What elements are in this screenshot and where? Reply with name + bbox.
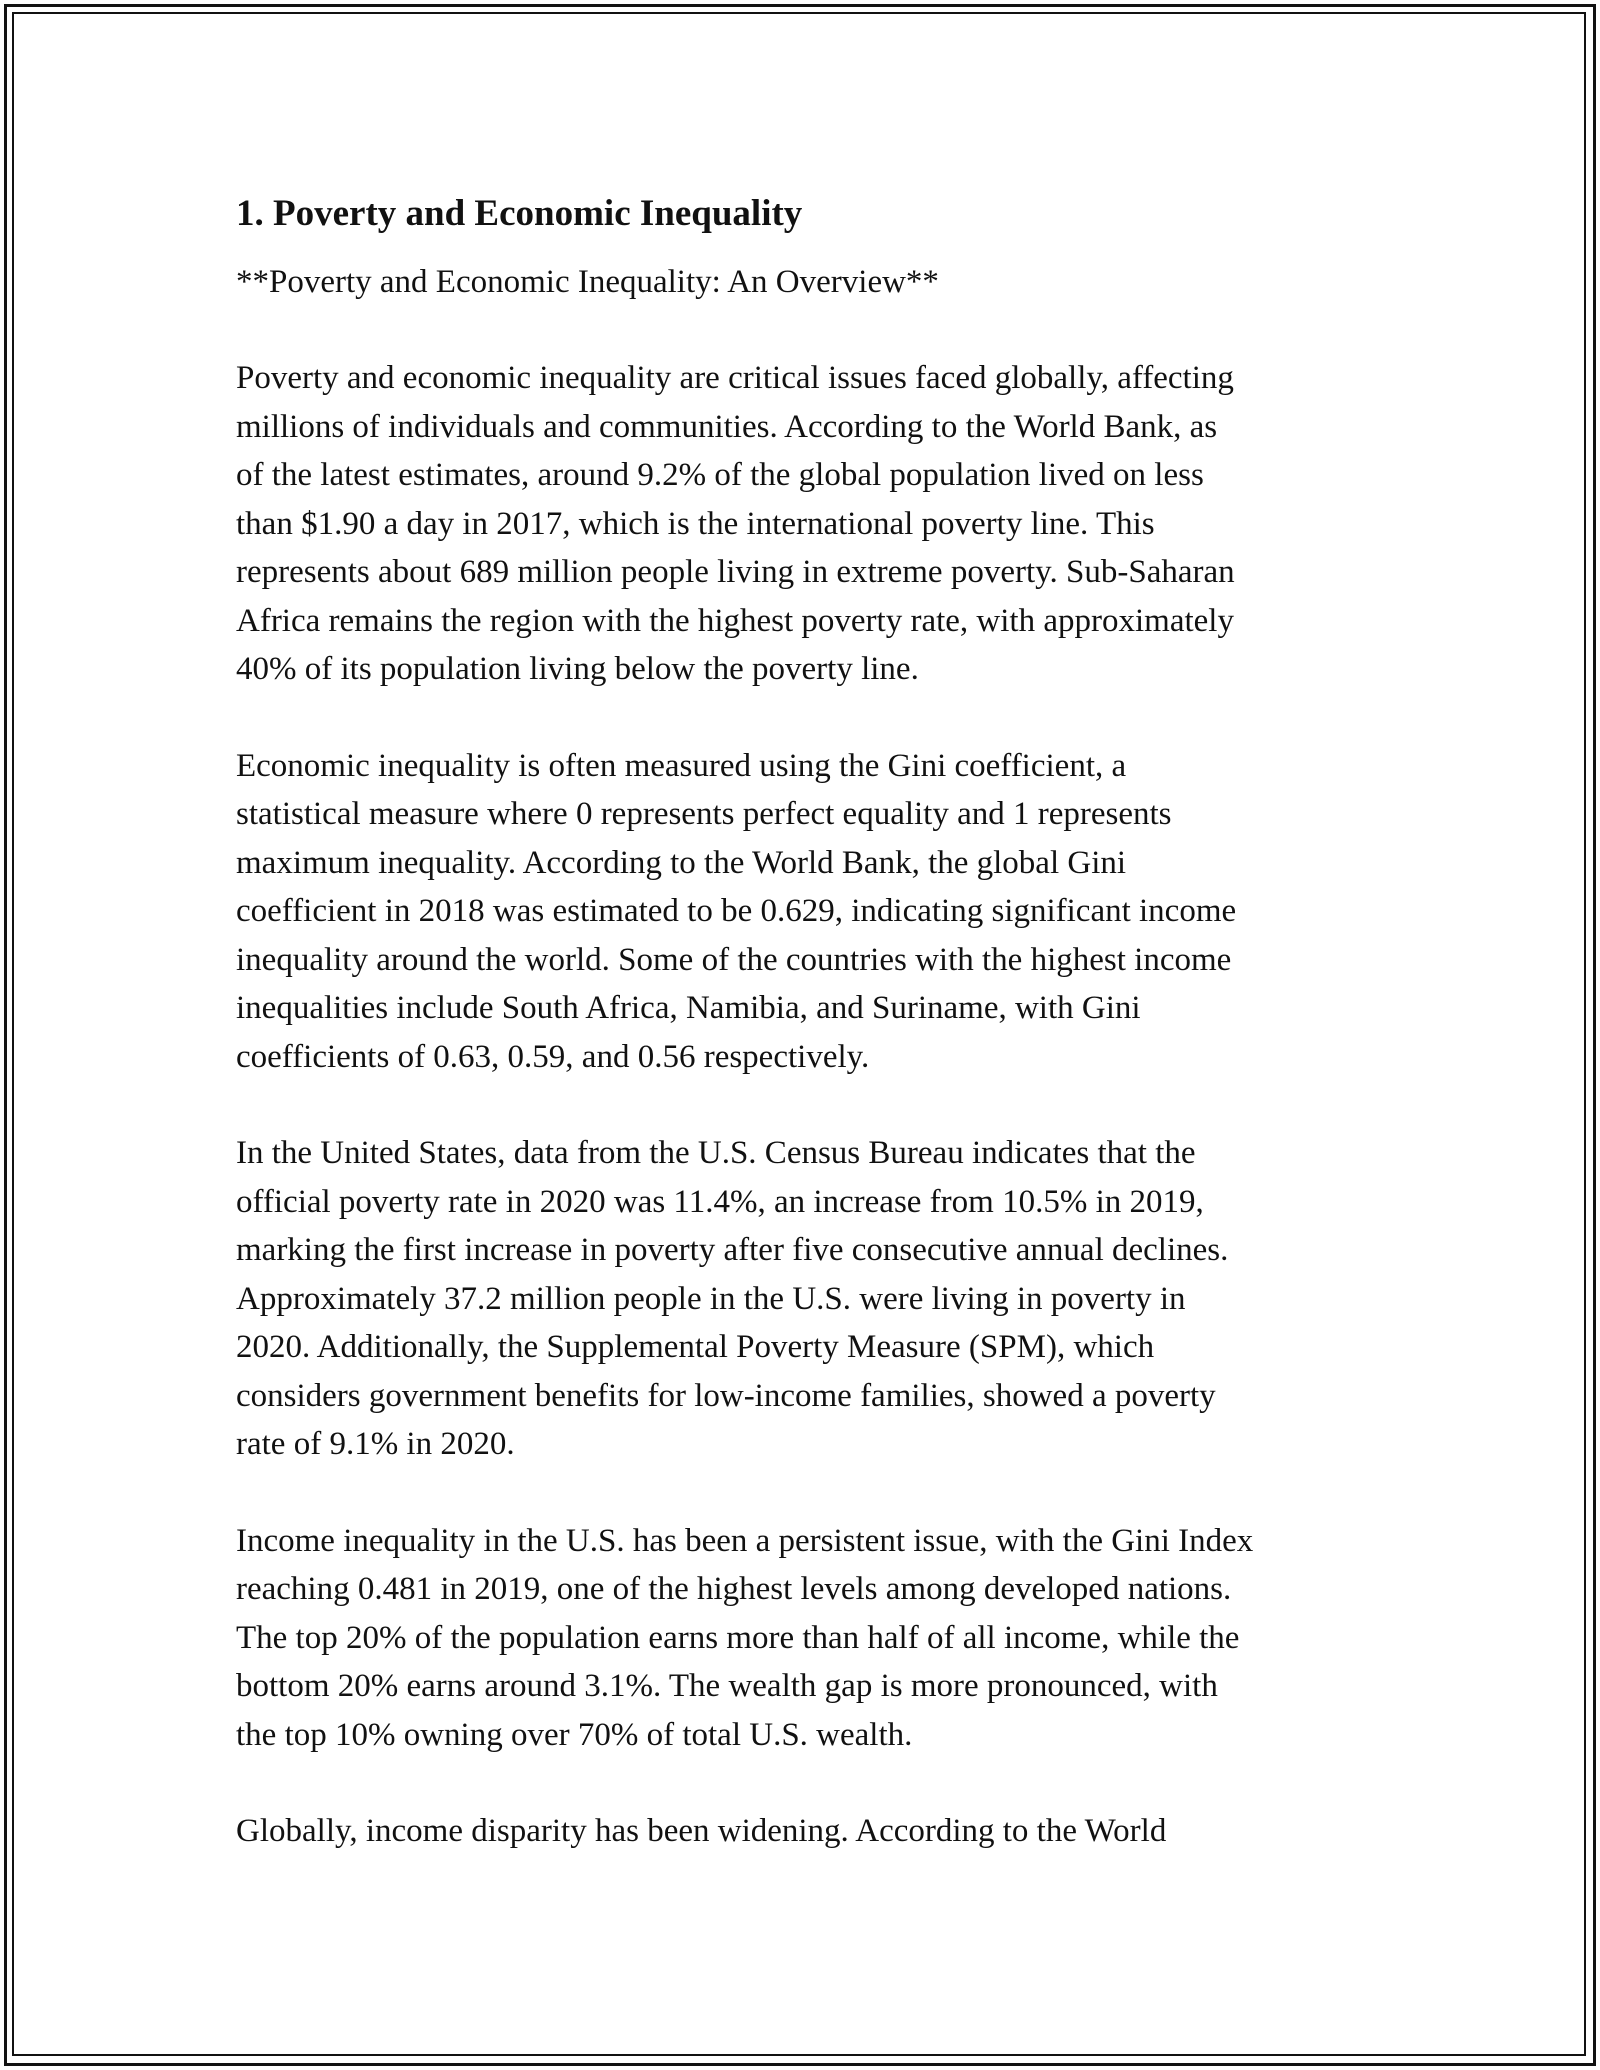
- paragraph-list: [236, 354, 1376, 1856]
- paragraph-line: maximum inequality. According to the World Bank, the global Gini: [236, 844, 1127, 881]
- paragraph-line: than $1.90 a day in 2017, which is the international poverty line. This: [236, 505, 1155, 542]
- paragraph-line: statistical measure where 0 represents perfect equality and 1 represents: [236, 796, 1172, 832]
- paragraph-line: considers government benefits for low-income families, showed a poverty: [236, 1377, 1216, 1414]
- paragraph-line: the top 10% owning over 70% of total U.S. wealth.: [236, 1716, 913, 1753]
- paragraph-line: marking the first increase in poverty after five consecutive annual declines.: [236, 1232, 1229, 1268]
- body-paragraph: [236, 1517, 1376, 1760]
- paragraph-line: 2020. Additionally, the Supplemental Poverty Measure (SPM), which: [236, 1329, 1155, 1365]
- paragraph-line: Africa remains the region with the highest poverty rate, with approximately: [236, 602, 1234, 639]
- overview-subtitle: **Poverty and Economic Inequality: An Overview**: [236, 264, 939, 300]
- body-paragraph: [236, 354, 1376, 694]
- paragraph-line: inequalities include South Africa, Namibia, and Suriname, with Gini: [236, 990, 1141, 1026]
- paragraph-line: The top 20% of the population earns more than half of all income, while the: [236, 1619, 1240, 1656]
- paragraph-line: millions of individuals and communities. According to the World Bank, as: [236, 408, 1218, 445]
- paragraph-line: Income inequality in the U.S. has been a persistent issue, with the Gini Index: [236, 1522, 1254, 1559]
- section-heading: 1. Poverty and Economic Inequality: [236, 193, 803, 234]
- paragraph-line: inequality around the world. Some of the countries with the highest income: [236, 941, 1232, 978]
- paragraph-line: bottom 20% earns around 3.1%. The wealth gap is more pronounced, with: [236, 1668, 1218, 1704]
- paragraph-line: coefficients of 0.63, 0.59, and 0.56 respectively.: [236, 1038, 870, 1075]
- document-body: [236, 180, 1376, 1856]
- paragraph-line: Poverty and economic inequality are critical issues faced globally, affecting: [236, 360, 1234, 396]
- body-paragraph: [236, 742, 1376, 1082]
- paragraph-line: Approximately 37.2 million people in the U.S. were living in poverty in: [236, 1280, 1186, 1317]
- body-paragraph: [236, 1129, 1376, 1469]
- paragraph-line: Economic inequality is often measured using the Gini coefficient, a: [236, 747, 1127, 784]
- paragraph-line: official poverty rate in 2020 was 11.4%, an increase from 10.5% in 2019,: [236, 1183, 1204, 1220]
- paragraph-line: Globally, income disparity has been widening. According to the World: [236, 1813, 1167, 1849]
- paragraph-line: In the United States, data from the U.S. Census Bureau indicates that the: [236, 1135, 1196, 1171]
- paragraph-line: rate of 9.1% in 2020.: [236, 1426, 515, 1462]
- paragraph-line: 40% of its population living below the poverty line.: [236, 651, 919, 687]
- body-paragraph: [236, 1807, 1376, 1856]
- paragraph-line: coefficient in 2018 was estimated to be 0.629, indicating significant income: [236, 893, 1237, 929]
- paragraph-line: reaching 0.481 in 2019, one of the highest levels among developed nations.: [236, 1571, 1232, 1607]
- paragraph-line: of the latest estimates, around 9.2% of the global population lived on less: [236, 457, 1204, 493]
- paragraph-line: represents about 689 million people living in extreme poverty. Sub-Saharan: [236, 554, 1235, 590]
